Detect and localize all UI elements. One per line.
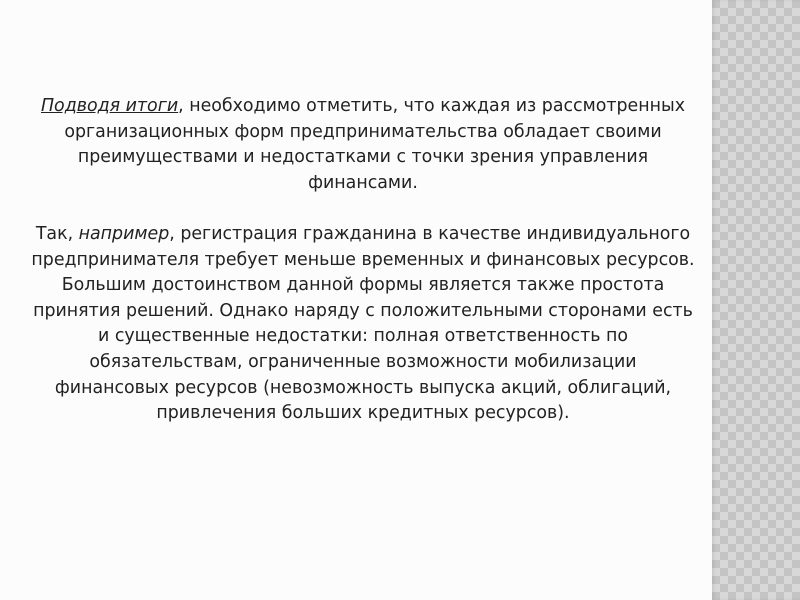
summary-text: , необходимо отметить, что каждая из рассмотренных организационных форм предпринимательства обладает своими преимуществами и недостатками с точки зрения управления финансами. [64, 96, 685, 193]
summary-paragraph [30, 94, 696, 196]
summary-lead-phrase: Подводя итоги [40, 96, 179, 116]
example-emphasis: например [78, 223, 170, 244]
example-paragraph [30, 222, 696, 427]
example-text: , регистрация гражданина в качестве индивидуального предпринимателя требует меньше временных и финансовых ресурсов. Большим достоинством данной формы является также простота принятия решений. Однако наряду с положительными сторонами есть и существенные недостатки: полная ответственность по обязательствам, ограниченные возможности мобилизации финансовых ресурсов (невозможность выпуска акций, облигаций, привлечения больших кредитных ресурсов). [31, 223, 695, 424]
decorative-sidebar-pattern [712, 0, 800, 600]
slide-text-body [30, 94, 696, 427]
example-start: Так, [35, 223, 79, 244]
